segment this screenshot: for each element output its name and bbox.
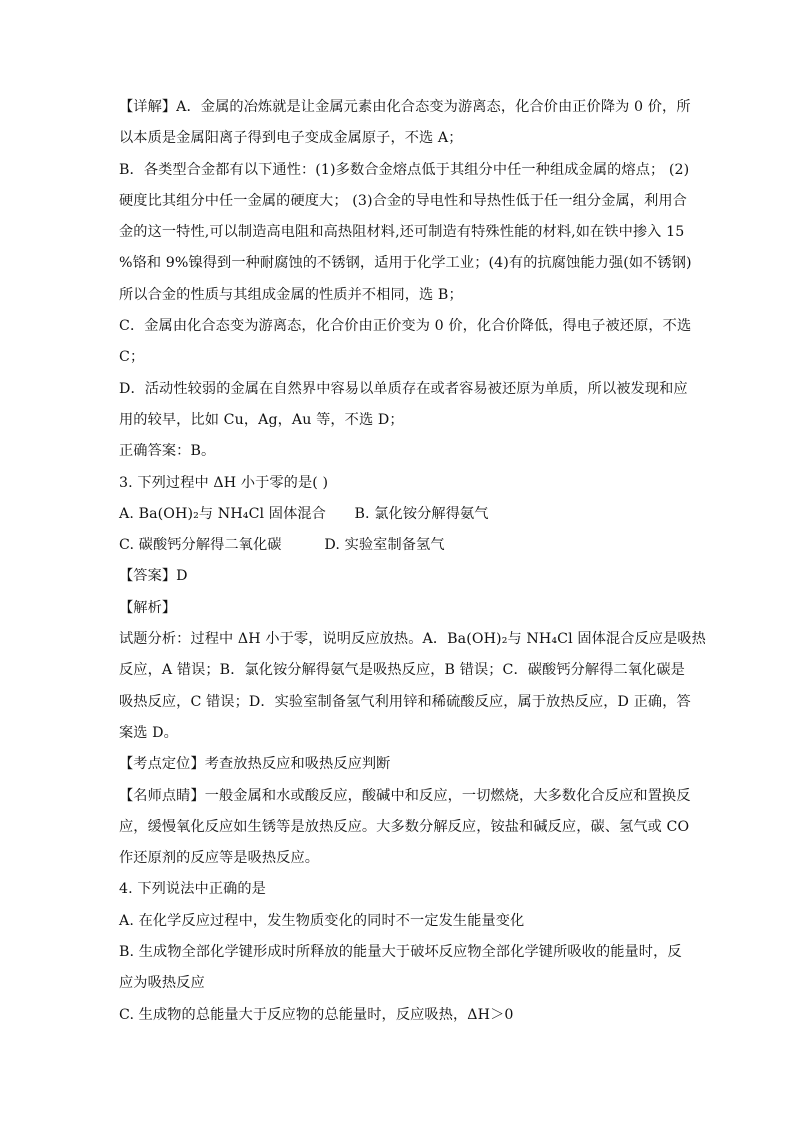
text-line: 硬度比其组分中任一金属的硬度大； (3)合金的导电性和导热性低于任一组分金属，利用合	[119, 192, 687, 209]
text-line: 案选 D。	[119, 724, 178, 741]
text-line: 用的较早，比如 Cu，Ag，Au 等，不选 D；	[119, 411, 404, 428]
question-4-option-c: C. 生成物的总能量大于反应物的总能量时，反应吸热，ΔH＞0	[119, 1006, 514, 1023]
text-line: 金的这一特性,可以制造高电阻和高热阻材料,还可制造有特殊性能的材料,如在铁中掺入 15	[119, 224, 685, 241]
text-line: D．活动性较弱的金属在自然界中容易以单质存在或者容易被还原为单质，所以被发现和应	[119, 380, 688, 397]
text-line: 所以合金的性质与其组成金属的性质并不相同，选 B；	[119, 286, 463, 303]
text-line: 【详解】A．金属的冶炼就是让金属元素由化合态变为游离态，化合价由正价降为 0 价，所	[119, 99, 691, 115]
text-line: 【考点定位】考查放热反应和吸热反应判断	[119, 756, 391, 773]
analysis-heading: 【解析】	[119, 599, 177, 616]
text-line: B．各类型合金都有以下通性：(1)多数合金熔点低于其组分中任一种组成金属的熔点； (2)	[119, 161, 690, 178]
text-line: 正确答案：B。	[119, 443, 216, 460]
text-line: 以本质是金属阳离子得到电子变成金属原子，不选 A；	[119, 130, 463, 147]
text-line: 吸热反应，C 错误；D．实验室制备氢气利用锌和稀硫酸反应，属于放热反应，D 正确，答	[119, 693, 691, 710]
text-line: %铬和 9%镍得到一种耐腐蚀的不锈钢，适用于化学工业；(4)有的抗腐蚀能力强(如不锈钢)	[119, 255, 692, 272]
question-4-option-b: B. 生成物全部化学键形成时所释放的能量大于破坏反应物全部化学键所吸收的能量时，反	[119, 944, 682, 961]
text-line: 【名师点睛】一般金属和水或酸反应，酸碱中和反应，一切燃烧，大多数化合反应和置换反	[119, 787, 691, 804]
text-line: 应，缓慢氧化反应如生锈等是放热反应。大多数分解反应，铵盐和碱反应，碳、氢气或 CO	[119, 818, 690, 835]
text-line: C．金属由化合态变为游离态，化合价由正价变为 0 价，化合价降低，得电子被还原，不选	[119, 318, 692, 335]
question-4-stem: 4. 下列说法中正确的是	[119, 881, 266, 898]
answer-heading: 【答案】D	[119, 568, 188, 585]
text-line: C；	[119, 349, 145, 366]
document-body	[119, 94, 706, 1033]
text-line: 反应，A 错误；B．氯化铵分解得氨气是吸热反应，B 错误；C．碳酸钙分解得二氧化碳是	[119, 662, 685, 679]
text-line: 应为吸热反应	[119, 975, 205, 992]
question-3-options-ab: A. Ba(OH)₂与 NH₄Cl 固体混合 B. 氯化铵分解得氨气	[119, 505, 489, 522]
question-3-stem: 3. 下列过程中 ΔH 小于零的是( )	[119, 474, 329, 491]
text-line: 作还原剂的反应等是吸热反应。	[119, 850, 320, 867]
text-line: 试题分析：过程中 ΔH 小于零，说明反应放热。A．Ba(OH)₂与 NH₄Cl 固体混合反应是吸热	[119, 631, 706, 648]
question-4-option-a: A. 在化学反应过程中，发生物质变化的同时不一定发生能量变化	[119, 912, 525, 929]
question-3-options-cd: C. 碳酸钙分解得二氧化碳 D. 实验室制备氢气	[119, 537, 445, 554]
